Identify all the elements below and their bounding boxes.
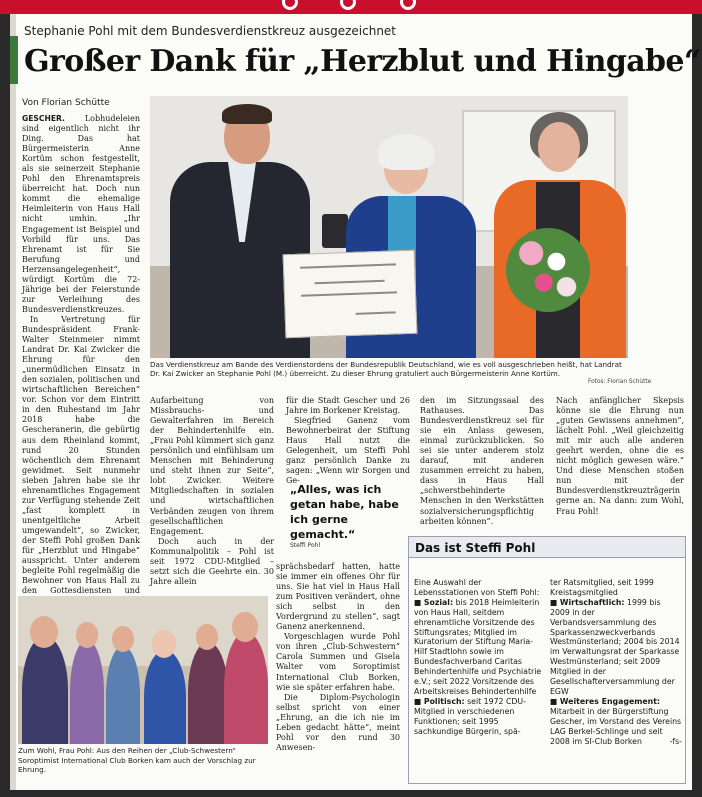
flower-bouquet <box>506 228 590 312</box>
infobox-entry: ■ Wirtschaftlich: 1999 bis 2009 in der Verbandsversammlung des Sparkassenzweckverbands Westmünsterland; 2004 bis 2014 im Verwaltungsrat der Sparkasse Westmünsterland; seit 2009 Mitglied in der Gesellschafterversammlung der EGW <box>550 597 680 696</box>
second-photo <box>18 596 268 744</box>
article-column-3-top <box>286 396 410 486</box>
person <box>22 636 68 744</box>
article-byline: Von Florian Schütte <box>22 98 110 108</box>
search-icon[interactable] <box>282 0 298 10</box>
newspaper-page <box>10 14 701 790</box>
paragraph: Doch auch in der Kommunalpolitik – Pohl ist seit 1972 CDU-Mitglied – setzt sich die Geehrte ein. 30 Jahre allein <box>150 536 274 586</box>
article-kicker: Stephanie Pohl mit dem Bundesverdienstkreuz ausgezeichnet <box>24 24 397 38</box>
paragraph: für die Stadt Gescher und 26 Jahre im Borkener Kreistag. <box>286 396 410 416</box>
second-photo-caption: Zum Wohl, Frau Pohl: Aus den Reihen der „Club-Schwestern“ Soroptimist International Club Borken kam auch der Vorschlag zur Ehrung. <box>18 746 256 775</box>
article-headline: Großer Dank für „Herzblut und Hingabe“ <box>24 44 701 79</box>
person-head <box>196 624 218 650</box>
person <box>106 646 140 744</box>
photo-credit: Fotos: Florian Schütte <box>588 379 652 385</box>
pull-quote: „Alles, was ich getan habe, habe ich gerne gemacht.“ <box>290 483 399 541</box>
person <box>144 650 186 744</box>
infobox-entry: ter Ratsmitglied, seit 1999 Kreistagsmitglied <box>550 578 654 597</box>
paragraph: Siegfried Ganenz vom Bewohnerbeirat der Stiftung Haus Hall nutzt die Gelegenheit, um Steffi Pohl ganz persönlich Danke zu sagen: „Wenn wir Sorgen und Ge- <box>286 416 410 486</box>
infobox-column-left <box>414 578 542 782</box>
city-crest-icon <box>10 36 18 84</box>
paragraph: Aufarbeitung von Missbrauchs- und Gewalterfahren im Bereich der Behindertenhilfe ein. „Frau Pohl kümmert sich ganz persönlich und einfühlsam um Menschen mit Behinderung und steht ihnen zur Seite“, lobt Zwicker. Weitere Mitgliedschaften in sozialen und wirtschaftlichen Verbänden zeugen von ihrem gesellschaftlichen Engagement. <box>150 396 274 536</box>
article-column-3-bottom <box>276 562 400 784</box>
article-column-5 <box>556 396 684 530</box>
infobox-column-right <box>550 578 682 782</box>
dateline: GESCHER. <box>22 114 65 123</box>
certificate <box>283 250 418 339</box>
person-head <box>112 626 134 652</box>
article-column-1 <box>22 114 140 596</box>
paragraph: Lobhudeleien sind eigentlich nicht ihr Ding. Das hat Bürgermeisterin Anne Kortüm schon festgestellt, als sie seinerzeit Stephanie Pohl den Ehrenamtspreis überreicht hat. Doch nun kommt die ehemalige Heimleiterin von Haus Hall nicht umhin. „Ihr Engagement ist Beispiel und Vorbild für uns. Das Ehrenamt ist für Sie Berufung und Herzensangelegenheit“, würdigt Kortüm die 72-Jährige bei der Feierstunde zur Verleihung des Bundesverdienstkreuzes. <box>22 114 140 314</box>
paragraph: In Vertretung für Bundespräsident Frank-Walter Steinmeier nimmt Landrat Dr. Kai Zwicker die Ehrung für den „unermüdlichen Einsatz in den sozialen, politischen und wirtschaftlichen Bereichen“ vor. Schon vor dem Eintritt in den Ruhestand im Jahr 2018 habe die Gescheranerin, die gebürtig aus dem Rheinland kommt, rund 20 Stunden wöchentlich dem Ehrenamt gewidmet. Seit nunmehr sieben Jahren habe sie ihr ehrenamtliches Engagement zur Verfügung stehende Zeit „fast komplett in unentgeltliche Arbeit umgewandelt“, so Zwicker, der Steffi Pohl großen Dank für „Herzblut und Hingabe“ ausspricht. Unter anderem begleite Pohl regelmäßig die Bewohner von Haus Hall zu den Gottesdiensten und <box>22 314 140 596</box>
search-icon[interactable] <box>340 0 356 10</box>
pull-quote-author: Steffi Pohl <box>290 542 321 549</box>
page-edge <box>10 14 16 790</box>
paragraph: den im Sitzungssaal des Rathauses. Das Bundesverdienstkreuz sei für sie ein Anlass gewesen, einmal zurückzublicken. So sei sie unter anderem stolz darauf, mit anderen zusammen erreicht zu haben, dass in Haus Hall „schwerstbehinderte Menschen in den Werkstätten sozialversicherungspflichtig arbeiten können“. <box>420 396 544 526</box>
infobox-entry: ■ Sozial: bis 2018 Heimleiterin von Haus Hall, seitdem ehrenamtliche Vorsitzende des Stiftungsrates; Mitglied im Kuratorium der Stiftung Maria-Hilf Stadtlohn sowie im Bundesfachverband Caritas Behindertenhilfe und Psychiatrie e.V.; seit 2022 Vorsitzende des Arbeitskreises Behindertenhilfe <box>414 597 542 696</box>
infobox-header <box>408 536 686 558</box>
article-column-2 <box>150 396 274 592</box>
paragraph: sprächsbedarf hatten, hatte sie immer ein offenes Ohr für uns. Sie hat viel in Haus Hall zum Positiven verändert, ohne sich selbst in den Vordergrund zu stellen“, sagt Ganenz anerkennend. <box>276 562 400 632</box>
person-head <box>76 622 98 648</box>
person <box>70 640 104 744</box>
main-photo-caption: Das Verdienstkreuz am Bande des Verdienstordens der Bundesrepublik Deutschland, wie es voll ausgeschrieben heißt, hat Landrat Dr. Kai Zwicker an Stephanie Pohl (M.) überreicht. Zu dieser Ehrung gratuliert auch Bürgermeisterin Anne Kortüm. <box>150 360 622 379</box>
person-kortuem-head <box>538 122 580 172</box>
person-pohl-hair <box>378 134 434 170</box>
photo-chair <box>322 214 348 248</box>
paragraph: Nach anfänglicher Skepsis könne sie die Ehrung nun „guten Gewissens annehmen“, lächelt Pohl. „Weil gleichzeitig mit mir auch alle anderen geehrt werden, ohne die es nicht möglich gewesen wäre.“ Und diese Menschen stoßen nun mit der Bundesverdienstkreuzträgerin gerne an. Na dann: zum Wohl, Frau Pohl! <box>556 396 684 516</box>
infobox-intro: Eine Auswahl der Lebensstationen von Steffi Pohl: <box>414 578 540 597</box>
zoom-icon[interactable] <box>400 0 416 10</box>
paragraph: Die Diplom-Psychologin selbst spricht von einer „Ehrung, an die ich nie im Leben gedacht hätte“, meint Pohl vor den rund 30 Anwesen- <box>276 692 400 752</box>
app-top-bar <box>0 0 702 14</box>
infobox-entry: ■ Politisch: seit 1972 CDU-Mitglied in verschiedenen Funktionen; seit 1995 sachkundige Bürgerin, spä- <box>414 696 526 736</box>
infobox-entry: ■ Weiteres Engagement: Mitarbeit in der Bürgerstiftung Gescher, im Vorstand des Vereins LAG Berkel-Schlinge und seit 2008 im SI-Club Borken -fs- <box>550 696 682 746</box>
main-photo <box>150 96 628 358</box>
author-sign: -fs- <box>669 736 682 746</box>
article-column-4 <box>420 396 544 530</box>
person <box>188 642 228 744</box>
person-head <box>232 612 258 642</box>
infobox-title: Das ist Steffi Pohl <box>415 541 536 555</box>
person-landrat-hair <box>222 104 272 124</box>
person-head <box>30 616 58 648</box>
paragraph: Vorgeschlagen wurde Pohl von ihren „Club-Schwestern“ Carola Summen und Gisela Walter vom Soroptimist International Club Borken, wie sie später erfahren habe. <box>276 632 400 692</box>
person-head <box>152 630 176 658</box>
person <box>224 632 268 744</box>
